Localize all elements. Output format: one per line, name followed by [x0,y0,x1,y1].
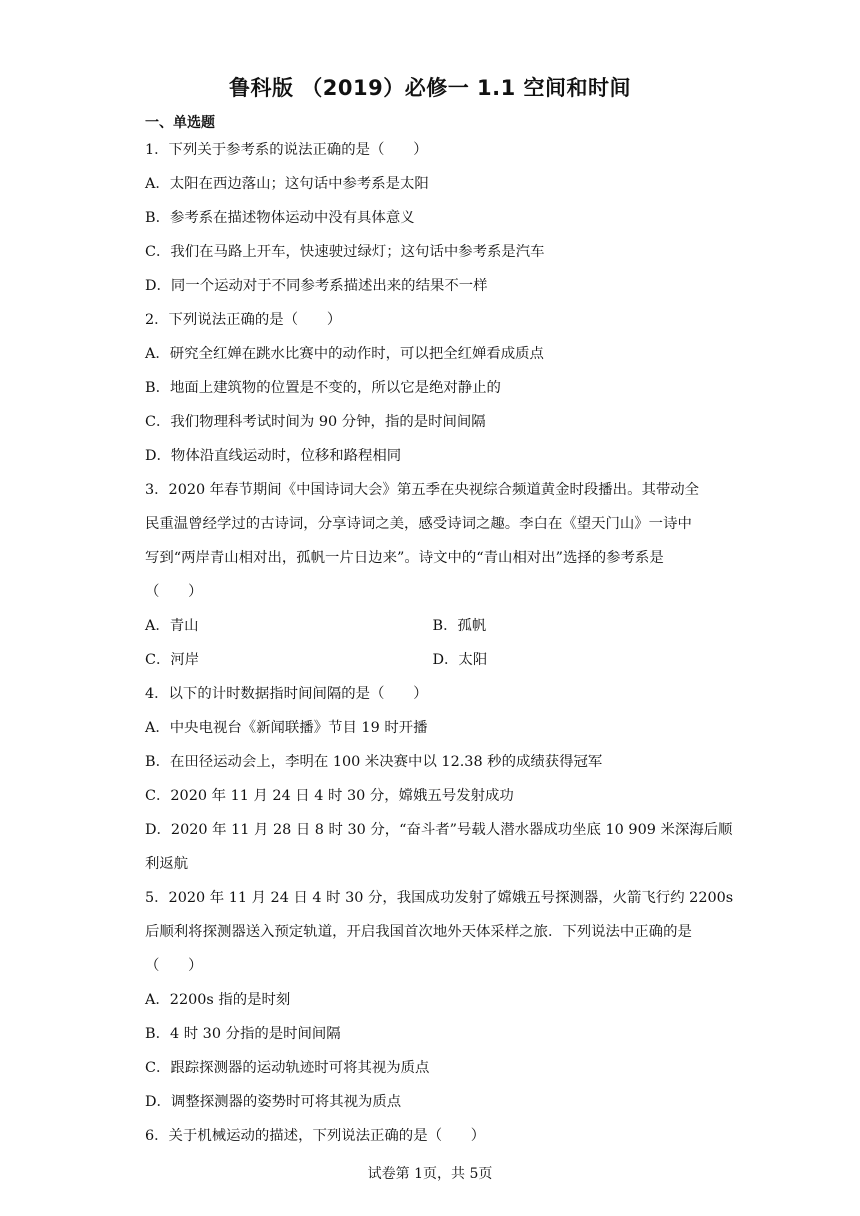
question-3-stem-line-2: 民重温曾经学过的古诗词，分享诗词之美，感受诗词之趣。李白在《望天门山》一诗中 [145,516,692,532]
question-3-option-c: C．河岸 [145,652,200,668]
question-4-option-c: C．2020 年 11 月 24 日 4 时 30 分，嫦娥五号发射成功 [145,788,514,804]
question-3-option-a: A．青山 [145,618,199,634]
question-3-option-d: D．太阳 [432,652,488,668]
question-4-stem: 4．以下的计时数据指时间间隔的是（ ） [145,686,428,702]
question-1-option-b: B．参考系在描述物体运动中没有具体意义 [145,210,415,226]
question-3-stem-line-3: 写到“两岸青山相对出，孤帆一片日边来”。诗文中的“青山相对出”选择的参考系是 [145,550,664,566]
question-5-option-c: C．跟踪探测器的运动轨迹时可将其视为质点 [145,1060,430,1076]
page-footer: 试卷第 1页，共 5页 [367,1166,493,1182]
question-4-option-d-cont: 利返航 [145,856,189,872]
question-2-option-c: C．我们物理科考试时间为 90 分钟，指的是时间间隔 [145,414,486,430]
question-5-stem-line-2: 后顺利将探测器送入预定轨道，开启我国首次地外天体采样之旅．下列说法中正确的是 [145,924,692,940]
question-1-option-d: D．同一个运动对于不同参考系描述出来的结果不一样 [145,278,488,294]
question-1-option-a: A．太阳在西边落山；这句话中参考系是太阳 [145,176,429,192]
question-list [145,139,734,1159]
question-2-option-a: A．研究全红婵在跳水比赛中的动作时，可以把全红婵看成质点 [145,346,544,362]
question-5-option-b: B．4 时 30 分指的是时间间隔 [145,1026,341,1042]
question-3-option-b: B．孤帆 [432,618,487,634]
question-3-stem-line-4: （ ） [145,584,203,600]
question-4-option-d: D．2020 年 11 月 28 日 8 时 30 分，“奋斗者”号载人潜水器成功坐底 10 909 米深海后顺 [145,822,733,838]
question-5-option-a: A．2200s 指的是时刻 [145,992,291,1008]
question-4-option-a: A．中央电视台《新闻联播》节目 19 时开播 [145,720,428,736]
question-2-option-b: B．地面上建筑物的位置是不变的，所以它是绝对静止的 [145,380,501,396]
question-3-options-row-2 [145,649,720,683]
question-5-option-d: D．调整探测器的姿势时可将其视为质点 [145,1094,402,1110]
question-1-stem: 1．下列关于参考系的说法正确的是（ ） [145,142,428,158]
question-4-option-b: B．在田径运动会上，李明在 100 米决赛中以 12.38 秒的成绩获得冠军 [145,754,603,770]
question-3-options-row-1 [145,615,720,649]
question-5-stem-line-3: （ ） [145,958,203,974]
question-3-stem-line-1: 3．2020 年春节期间《中国诗词大会》第五季在央视综合频道黄金时段播出。其带动全 [145,482,700,498]
question-5-stem-line-1: 5．2020 年 11 月 24 日 4 时 30 分，我国成功发射了嫦娥五号探测器，火箭飞行约 2200s [145,890,734,906]
question-1-option-c: C．我们在马路上开车，快速驶过绿灯；这句话中参考系是汽车 [145,244,545,260]
section-heading: 一、单选题 [145,115,215,131]
question-2-stem: 2．下列说法正确的是（ ） [145,312,342,328]
question-2-option-d: D．物体沿直线运动时，位移和路程相同 [145,448,402,464]
document-title: 鲁科版 （2019）必修一 1.1 空间和时间 [228,76,632,100]
question-6-stem: 6．关于机械运动的描述，下列说法正确的是（ ） [145,1128,486,1144]
